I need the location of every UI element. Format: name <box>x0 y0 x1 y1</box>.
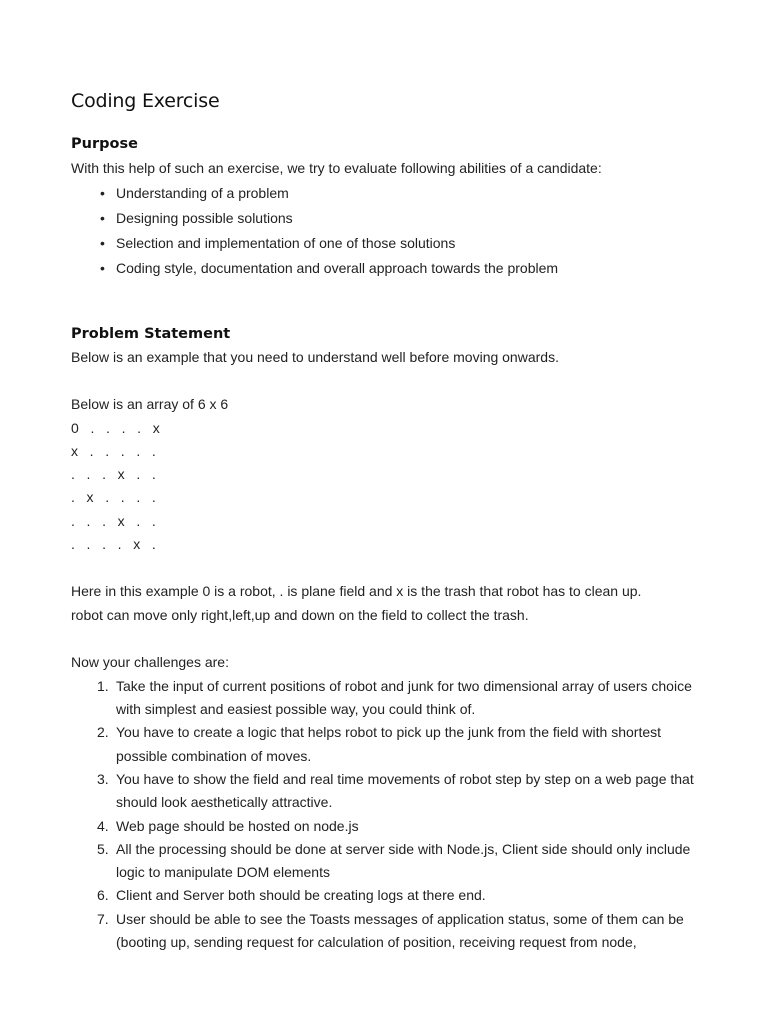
array-label: Below is an array of 6 x 6 <box>71 396 229 413</box>
bullet-icon: • <box>100 234 105 251</box>
challenges-list <box>71 675 711 955</box>
list-item: 6. Client and Server both should be creating logs at there end. <box>97 887 486 904</box>
purpose-heading: Purpose <box>71 136 138 152</box>
grid-row: . . . . x . <box>71 535 156 552</box>
list-item: 3. You have to show the field and real time movements of robot step by step on a web page that should look aesthetically attractive. <box>97 770 694 811</box>
explanation-line-2: robot can move only right,left,up and down on the field to collect the trash. <box>71 606 529 623</box>
bullet-icon: • <box>100 184 105 201</box>
purpose-intro: With this help of such an exercise, we try to evaluate following abilities of a candidate: <box>71 160 602 176</box>
bullet-icon: • <box>100 259 105 276</box>
document-content <box>71 88 711 954</box>
grid-row: 0 . . . . x <box>71 419 160 436</box>
list-item: • Designing possible solutions <box>71 206 711 231</box>
list-item: • Selection and implementation of one of those solutions <box>71 231 711 256</box>
list-item: • Coding style, documentation and overall approach towards the problem <box>71 256 711 281</box>
explanation-line-1: Here in this example 0 is a robot, . is plane field and x is the trash that robot has to clean up. <box>71 583 642 599</box>
grid-example <box>71 417 711 556</box>
problem-heading: Problem Statement <box>71 325 231 342</box>
grid-row: . . . x . . <box>71 466 156 483</box>
grid-row: x . . . . . <box>71 442 156 459</box>
bullet-icon: • <box>100 209 105 226</box>
purpose-bullet-list <box>71 181 711 281</box>
grid-row: . . . x . . <box>71 512 156 529</box>
list-item: 7. User should be able to see the Toasts messages of application status, some of them can be (booting up, sending request for calculation of position, receiving request from node, <box>97 910 684 951</box>
list-item: 5. All the processing should be done at server side with Node.js, Client side should only include logic to manipulate DOM elements <box>97 840 691 881</box>
document-title: Coding Exercise <box>71 90 220 112</box>
list-item: 1. Take the input of current positions of robot and junk for two dimensional array of users choice with simplest and easiest possible way, you could think of. <box>97 677 692 718</box>
list-item: 2. You have to create a logic that helps robot to pick up the junk from the field with shortest possible combination of moves. <box>97 724 662 764</box>
list-item: • Understanding of a problem <box>71 181 711 206</box>
list-item: 4. Web page should be hosted on node.js <box>97 817 359 834</box>
challenges-intro: Now your challenges are: <box>71 654 229 671</box>
grid-row: . x . . . . <box>71 489 156 506</box>
problem-intro: Below is an example that you need to understand well before moving onwards. <box>71 348 559 365</box>
